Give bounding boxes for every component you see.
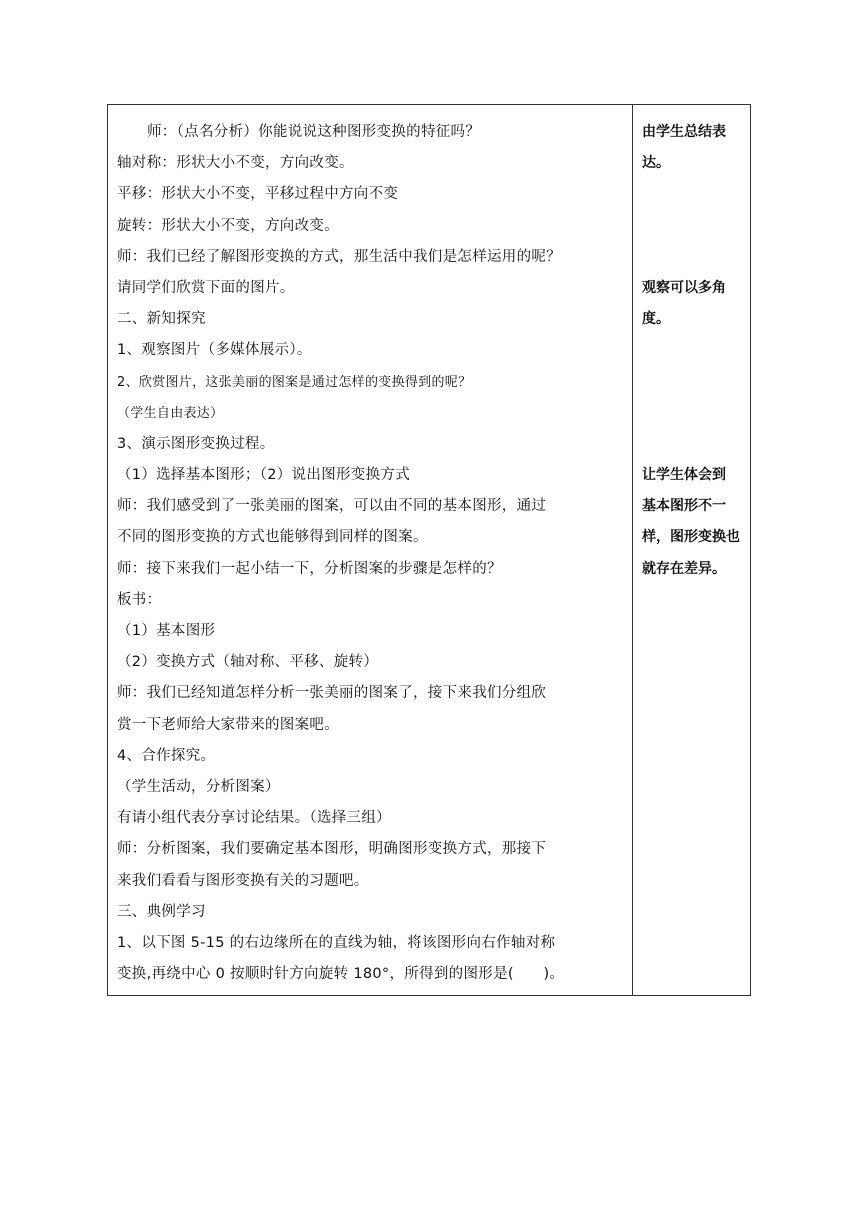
text-line: 变换,再绕中心 0 按顺时针方向旋转 180°，所得到的图形是( )。 — [117, 966, 565, 983]
section-heading: 三、典例学习 — [117, 903, 206, 920]
text-line: 旋转：形状大小不变，方向改变。 — [117, 217, 339, 234]
text-line: （1）选择基本图形；（2）说出图形变换方式 — [117, 467, 410, 484]
text-line: （2）变换方式（轴对称、平移、旋转） — [117, 654, 379, 671]
text-line: 不同的图形变换的方式也能够得到同样的图案。 — [117, 529, 428, 546]
text-line: 师：我们已经了解图形变换的方式，那生活中我们是怎样运用的呢？ — [117, 248, 561, 265]
lesson-plan-table — [107, 104, 751, 996]
text-line: 2、欣赏图片，这张美丽的图案是通过怎样的变换得到的呢？ — [117, 374, 472, 390]
text-line: 师：接下来我们一起小结一下，分析图案的步骤是怎样的？ — [117, 560, 502, 577]
teaching-process-column — [108, 105, 633, 995]
text-line: 3、演示图形变换过程。 — [117, 435, 275, 452]
text-line: 1、观察图片（多媒体展示）。 — [117, 342, 312, 359]
side-note-summary: 由学生总结表 达。 — [642, 124, 726, 172]
text-line: 轴对称：形状大小不变，方向改变。 — [117, 155, 354, 172]
text-line: 来我们看看与图形变换有关的习题吧。 — [117, 872, 369, 889]
text-line: （学生自由表达） — [117, 405, 224, 421]
text-line: 师：我们感受到了一张美丽的图案，可以由不同的基本图形，通过 — [117, 498, 547, 515]
text-line: 请同学们欣赏下面的图片。 — [117, 279, 295, 296]
text-line: 有请小组代表分享讨论结果。（选择三组） — [117, 810, 391, 827]
section-heading: 二、新知探究 — [117, 311, 206, 328]
text-line: 4、合作探究。 — [117, 747, 216, 764]
side-note-difference: 让学生体会到 基本图形不一 样，图形变换也 就存在差异。 — [642, 467, 740, 577]
text-line: 板书： — [117, 591, 162, 608]
text-line: 赏一下老师给大家带来的图案吧。 — [117, 716, 339, 733]
text-line: 1、以下图 5-15 的右边缘所在的直线为轴，将该图形向右作轴对称 — [117, 934, 556, 951]
text-line: 师：我们已经知道怎样分析一张美丽的图案了，接下来我们分组欣 — [117, 685, 547, 702]
design-intent-column — [633, 105, 750, 995]
text-line: 师：（点名分析）你能说说这种图形变换的特征吗？ — [147, 124, 481, 140]
text-line: 平移：形状大小不变，平移过程中方向不变 — [117, 186, 399, 203]
text-line: （学生活动，分析图案） — [117, 778, 280, 795]
text-line: （1）基本图形 — [117, 623, 216, 639]
side-note-observe: 观察可以多角 度。 — [642, 280, 726, 328]
text-line: 师：分析图案，我们要确定基本图形，明确图形变换方式，那接下 — [117, 841, 547, 858]
